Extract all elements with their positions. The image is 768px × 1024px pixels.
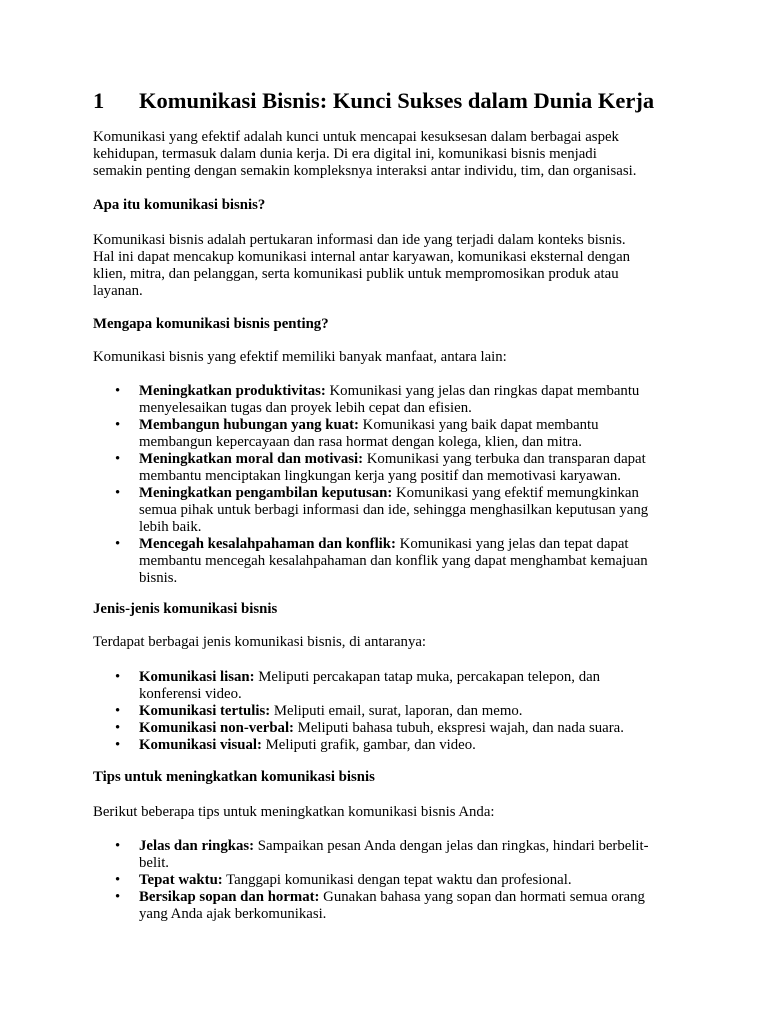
list-item-text: Komunikasi yang baik dapat membantu <box>358 417 599 433</box>
bullet-icon: • <box>115 669 121 685</box>
list-item <box>93 720 679 737</box>
list-item-term: Komunikasi lisan: <box>139 669 255 685</box>
bullet-icon: • <box>115 889 121 905</box>
list-item-text: Komunikasi yang jelas dan ringkas dapat membantu <box>325 383 640 399</box>
list-item-text: Komunikasi yang jelas dan tepat dapat <box>395 536 629 552</box>
bullet-icon: • <box>115 536 121 552</box>
list-item-first-line <box>139 889 679 906</box>
list-item-continuation: bisnis. <box>139 570 178 586</box>
what-paragraph <box>93 232 693 300</box>
bullet-icon: • <box>115 485 121 501</box>
list-item-term: Jelas dan ringkas: <box>139 838 255 854</box>
list-item-text: Komunikasi yang terbuka dan transparan dapat <box>363 451 646 467</box>
paragraph-line: Hal ini dapat mencakup komunikasi internal antar karyawan, komunikasi eksternal dengan <box>93 249 631 265</box>
bullet-icon: • <box>115 838 121 854</box>
list-item-continuation: lebih baik. <box>139 519 202 535</box>
benefits-list <box>93 383 693 587</box>
types-lead: Terdapat berbagai jenis komunikasi bisnis, di antaranya: <box>93 634 427 650</box>
list-item <box>93 451 679 485</box>
bullet-icon: • <box>115 383 121 399</box>
list-item-text: Meliputi percakapan tatap muka, percakapan telepon, dan <box>254 669 601 685</box>
list-item-first-line <box>139 485 679 502</box>
list-item <box>93 872 679 889</box>
list-item-continuation: belit. <box>139 855 169 871</box>
list-item-term: Komunikasi non-verbal: <box>139 720 294 736</box>
list-item-continuation: membantu menciptakan lingkungan kerja yang positif dan memotivasi karyawan. <box>139 468 621 484</box>
bullet-icon: • <box>115 451 121 467</box>
tips-list <box>93 838 693 923</box>
heading-why: Mengapa komunikasi bisnis penting? <box>93 316 329 332</box>
paragraph-line: kehidupan, termasuk dalam dunia kerja. Di era digital ini, komunikasi bisnis menjadi <box>93 146 597 162</box>
list-item <box>93 485 679 536</box>
section-number: 1 <box>93 88 105 113</box>
heading-what: Apa itu komunikasi bisnis? <box>93 197 266 213</box>
list-item-first-line <box>139 703 679 720</box>
bullet-icon: • <box>115 737 121 753</box>
paragraph-line: Komunikasi bisnis adalah pertukaran informasi dan ide yang terjadi dalam konteks bisnis. <box>93 232 626 248</box>
paragraph-line: semakin penting dengan semakin kompleksnya interaksi antar individu, tim, dan organisasi. <box>93 163 637 179</box>
list-item-first-line <box>139 838 679 855</box>
list-item-first-line <box>139 536 679 553</box>
title-text: Komunikasi Bisnis: Kunci Sukses dalam Dunia Kerja <box>139 88 655 113</box>
list-item-first-line <box>139 451 679 468</box>
list-item <box>93 669 679 703</box>
list-item-term: Tepat waktu: <box>139 872 223 888</box>
list-item-term: Mencegah kesalahpahaman dan konflik: <box>139 536 396 552</box>
list-item-text: Sampaikan pesan Anda dengan jelas dan ringkas, hindari berbelit- <box>254 838 649 854</box>
list-item-term: Komunikasi visual: <box>139 737 262 753</box>
bullet-icon: • <box>115 703 121 719</box>
list-item-continuation: membangun kepercayaan dan rasa hormat dengan kolega, klien, dan mitra. <box>139 434 582 450</box>
tips-lead: Berikut beberapa tips untuk meningkatkan komunikasi bisnis Anda: <box>93 804 495 820</box>
list-item <box>93 383 679 417</box>
list-item <box>93 417 679 451</box>
list-item-term: Membangun hubungan yang kuat: <box>139 417 359 433</box>
bullet-icon: • <box>115 720 121 736</box>
list-item-term: Meningkatkan moral dan motivasi: <box>139 451 364 467</box>
list-item-text: Gunakan bahasa yang sopan dan hormati semua orang <box>319 889 645 905</box>
page-title <box>93 86 733 116</box>
paragraph-line: layanan. <box>93 283 143 299</box>
list-item-term: Komunikasi tertulis: <box>139 703 271 719</box>
types-list <box>93 669 693 754</box>
list-item-term: Meningkatkan pengambilan keputusan: <box>139 485 393 501</box>
list-item-continuation: semua pihak untuk berbagi informasi dan ide, sehingga menghasilkan keputusan yang <box>139 502 649 518</box>
bullet-icon: • <box>115 417 121 433</box>
list-item <box>93 703 679 720</box>
heading-tips: Tips untuk meningkatkan komunikasi bisnis <box>93 769 375 785</box>
bullet-icon: • <box>115 872 121 888</box>
list-item-first-line <box>139 720 679 737</box>
list-item-text: Meliputi email, surat, laporan, dan memo. <box>270 703 523 719</box>
list-item-continuation: yang Anda ajak berkomunikasi. <box>139 906 327 922</box>
list-item-continuation: menyelesaikan tugas dan proyek lebih cepat dan efisien. <box>139 400 472 416</box>
list-item-first-line <box>139 669 679 686</box>
list-item-text: Meliputi grafik, gambar, dan video. <box>261 737 476 753</box>
list-item <box>93 889 679 923</box>
list-item-continuation: konferensi video. <box>139 686 242 702</box>
intro-paragraph <box>93 129 693 180</box>
list-item-text: Meliputi bahasa tubuh, ekspresi wajah, dan nada suara. <box>293 720 624 736</box>
list-item-first-line <box>139 383 679 400</box>
list-item-continuation: membantu mencegah kesalahpahaman dan konflik yang dapat menghambat kemajuan <box>139 553 648 569</box>
list-item-term: Meningkatkan produktivitas: <box>139 383 326 399</box>
list-item <box>93 838 679 872</box>
paragraph-line: klien, mitra, dan pelanggan, serta komunikasi publik untuk mempromosikan produk atau <box>93 266 619 282</box>
paragraph-line: Komunikasi yang efektif adalah kunci untuk mencapai kesuksesan dalam berbagai aspek <box>93 129 619 145</box>
list-item-text: Komunikasi yang efektif memungkinkan <box>392 485 639 501</box>
list-item <box>93 737 679 754</box>
heading-types: Jenis-jenis komunikasi bisnis <box>93 601 278 617</box>
list-item <box>93 536 679 587</box>
list-item-first-line <box>139 872 679 889</box>
list-item-first-line <box>139 737 679 754</box>
list-item-term: Bersikap sopan dan hormat: <box>139 889 320 905</box>
list-item-text: Tanggapi komunikasi dengan tepat waktu dan profesional. <box>222 872 572 888</box>
why-lead: Komunikasi bisnis yang efektif memiliki banyak manfaat, antara lain: <box>93 349 507 365</box>
list-item-first-line <box>139 417 679 434</box>
